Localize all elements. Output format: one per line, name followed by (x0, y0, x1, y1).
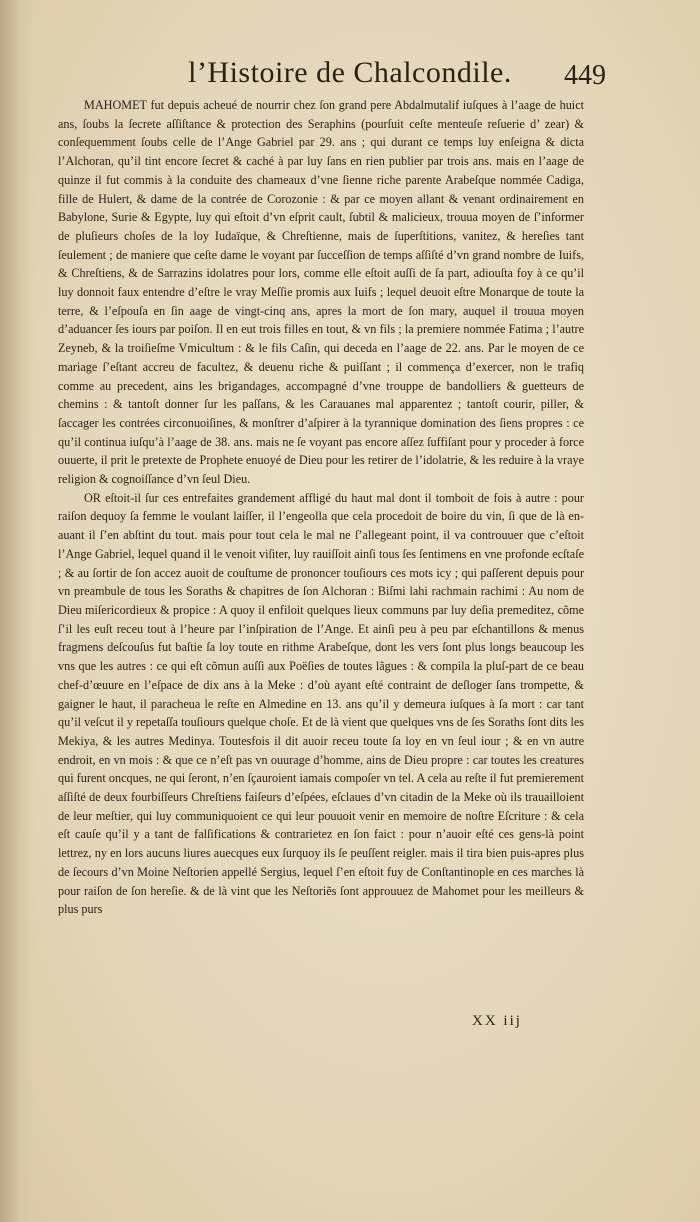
signature-mark: XX iij (472, 1013, 522, 1029)
body-text (58, 96, 584, 919)
page-gutter-shadow (0, 0, 34, 1222)
running-title: l’Histoire de Chalcondile. (188, 56, 512, 89)
paragraph: OR eſtoit-il ſur ces entrefaites grandement affligé du haut mal dont il tomboit de fois à autre : pour raiſon dequoy ſa femme le voulant laiſſer, il l’engeolla que cela procedoit de boire du vin, ſi que de là en-auant il ſ’en abſtint du tout. mais pour tout cela le mal ne ſ’allegeant point, il va controuuer que c’eſtoit l’Ange Gabriel, lequel quand il le venoit viſiter, luy rauiſſoit ainſi tous ſes ſentimens en vne profonde ecſtaſe ; & au ſortir de ſon accez auoit de couſtume de prononcer touſiours ces mots icy ; qui paſſerent depuis pour vn preambule de tous les Soraths & chapitres de ſon Alchoran : Biſmi lahi rachmain rachimi : Au nom de Dieu miſericordieux & propice : A quoy il enfiloit quelques lieux communs par luy deſia premeditez, cõme ſ’il les euſt receu tout à l’heure par l’inſpiration de l’Ange. Et ainſi peu à peu par eſchantillons & menus fragmens deſcouſus fut baſtie ſa loy toute en rithme Arabeſque, dont les vers ſont plus longs beaucoup les vns que les autres : ce qui eſt cõmun auſſi aux Poëſies de toutes lãgues : & compila la pluſ-part de ce beau chef-d’œuure en l’eſpace de dix ans à la Meke : d’où ayant eſté contraint de deſloger ſans trompette, & gaigner le haut, il paracheua le reſte en Almedine en 13. ans qu’il y demeura iuſques à ſa mort : car tant qu’il veſcut il y repetaſſa touſiours quelque choſe. Et de là vient que quelques vns de ſes Soraths ſont dits les Mekiya, & les autres Medinya. Toutesfois il dit auoir receu toute ſa loy en vn ſeul iour ; & en vn autre endroit, en vn mois : & que ce n’eſt pas vn ouurage d’homme, ains de Dieu propre : car toutes les creatures qui furent oncques, ne qui ſeront, n’en ſçauroient iamais compoſer vn tel. A cela au reſte il fut premierement aſſiſté de deux fourbiſſeurs Chreſtiens faiſeurs d’eſpées, eſclaues d’vn citadin de la Meke où ils trauailloient de leur meſtier, qui luy communiquoient ce qui leur pouuoit venir en memoire de noſtre Eſcriture : & cela eſt cauſe qu’il y a tant de falſifications & contrarietez en ſon faict : pour n’auoir eſté ces gens-là point lettrez, ny en lors aucuns liures auecques eux ſurquoy ils ſe peuſſent reigler. mais il tira bien puis-apres plus de ſecours d’vn Moine Neſtorien appellé Sergius, lequel ſ’en eſtoit fuy de Conſtantinople en ces marches là pour raiſon de ſon hereſie. & de là vint que les Neſtoriẽs ſont approuuez de Mahomet pour les meilleurs & plus purs (58, 490, 584, 917)
page-number: 449 (564, 60, 606, 91)
paragraph: MAHOMET fut depuis acheué de nourrir chez ſon grand pere Abdalmutalif iuſques à l’aage de huict ans, ſoubs la ſecrete aſſiſtance & protection des Seraphins (pourſuit ceſte menteuſe reſuerie d’ zear) & conſequemment ſoubs celle de l’Ange Gabriel par 29. ans ; qui durant ce temps luy enſeigna & dicta l’Alchoran, qu’il tint encore ſecret & caché à par luy ſans en rien publier par trois ans. mais en l’aage de quinze il fut commis à la conduite des chameaux d’vne ſienne riche parente Arabeſque nommée Cadiga, fille de Hulert, & dame de la contrée de Corozonie : & par ce moyen allant & venant ordinairement en Babylone, Surie & Egypte, luy qui eſtoit d’vn eſprit cault, ſubtil & malicieux, trouua moyen de ſ’informer de pluſieurs choſes de la loy Iudaïque, & Chreſtienne, mais de ſuperſtitions, vanitez, & hereſies tant ſeulement ; de maniere que ceſte dame le voyant par ſucceſſion de temps aſſiſté d’vn grand nombre de Iuifs, & Chreſtiens, & de Sarrazins idolatres pour lors, comme elle eſtoit auſſi de ſa part, adiouſta foy à ce qu’il luy donnoit faux entendre d’eſtre le vray Meſſie promis aux Iuifs ; lequel deuoit eſtre Monarque de toute la terre, & l’eſpouſa en ſin aage de vingt-cinq ans, apres la mort de ſon mary, auquel il trouua moyen d’aduancer ſes iours par poiſon. Il en eut trois filles en tout, & vn fils ; la premiere nommée Fatima ; l’autre Zeyneb, & la troiſieſme Vmicultum : & le fils Caſin, qui deceda en l’aage de 22. ans. Par le moyen de ce mariage ſ’eſtant accreu de facultez, & deuenu riche & puiſſant ; il commença d’exercer, non le trafiq comme au precedent, ains les brigandages, accompagné d’vne trouppe de bandolliers & guetteurs de chemins : & tantoſt donner ſur les paſſans, & les Carauanes mal apparentez ; tantoſt courir, piller, & ſaccager les contrées circonuoiſines, & monſtrer d’aſpirer à la tyrannique domination des ſiens propres : ce qu’il continua iuſqu’à l’aage de 38. ans. mais ne ſe voyant pas encore aſſez ſuffiſant pour y proceder à force ouuerte, il prit le pretexte de Prophete enuoyé de Dieu pour les retirer de l’idolatrie, & les reduire à la vraye religion & cognoiſſance d’vn ſeul Dieu. (58, 98, 584, 487)
